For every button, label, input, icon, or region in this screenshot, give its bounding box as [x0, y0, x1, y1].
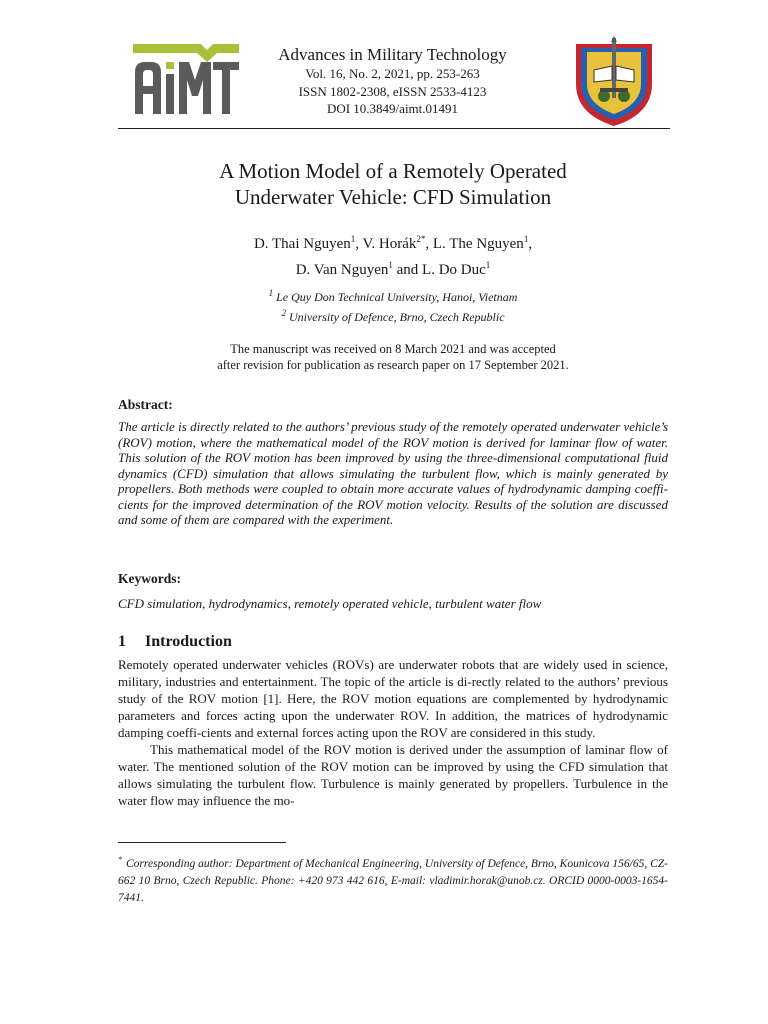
author-sep: ,: [425, 236, 433, 252]
affiliation-num: 2: [281, 307, 286, 318]
paper-title: [118, 158, 668, 210]
authors-line-1: [118, 229, 668, 255]
author-name: L. Do Duc: [422, 262, 486, 278]
author-sep: ,: [355, 236, 363, 252]
aimt-logo: [133, 44, 239, 116]
affiliation-1: [118, 286, 668, 306]
author-name: V. Horák: [362, 236, 417, 252]
authors-line-2: [118, 255, 668, 281]
header-rule: [118, 128, 670, 129]
author-affil: 1: [485, 260, 491, 270]
affiliation-text: University of Defence, Brno, Czech Republic: [288, 309, 505, 324]
received-line-2: after revision for publication as research paper on 17 September 2021.: [217, 357, 569, 372]
affiliation-2: [118, 306, 668, 326]
received-line-1: The manuscript was received on 8 March 2021 and was accepted: [230, 342, 556, 356]
footnote: [118, 851, 668, 907]
author-name: D. Thai Nguyen: [253, 236, 351, 252]
journal-header: [260, 45, 525, 118]
journal-issn: ISSN 1802-2308, eISSN 2533-4123: [298, 83, 487, 99]
author-name: L. The Nguyen: [432, 236, 524, 252]
title-line-1: A Motion Model of a Remotely Operated: [219, 159, 567, 183]
intro-paragraph-1: Remotely operated underwater vehicles (ROVs) are underwater robots that are widely used in science, military, industries and entertainment. The topic of the article is di-rectly related to the authors’ previous study of the ROV motion [1]. Here, the ROV motion equations are complemented by hydrodynamic parameters and forces acting upon the underwater ROV. In addition, the matrices of hydrodynamic damping coeffi-cients and external forces acting upon the ROV are considered in this study.: [118, 657, 668, 740]
footnote-mark: *: [118, 855, 122, 864]
section-title: Introduction: [145, 633, 232, 650]
footnote-text: Corresponding author: Department of Mechanical Engineering, University of Defence, Brno, Kounicova 156/65, CZ-662 10 Brno, Czech Republic. Phone: +420 973 442 616, E-mail: vladimir.horak@unob.cz. ORCID 0000-0003-1654-7441.: [118, 857, 668, 904]
affiliation-num: 1: [268, 288, 274, 298]
title-line-2: Underwater Vehicle: CFD Simulation: [234, 185, 552, 209]
author-affil: 2*: [416, 234, 426, 244]
intro-paragraph-2: This mathematical model of the ROV motion is derived under the assumption of laminar flow of water. The mentioned solution of the ROV motion can be improved by using the CFD simulation that allows simulating the turbulent flow. Turbulence is mainly generated by propellers. Turbulence in the water flow may influence the mo-: [118, 742, 668, 808]
author-sep: ,: [528, 236, 533, 252]
author-list: [118, 229, 668, 281]
journal-volume: Vol. 16, No. 2, 2021, pp. 253-263: [305, 66, 480, 81]
footnote-rule: [118, 842, 286, 843]
section-heading-introduction: [118, 633, 232, 651]
journal-doi: DOI 10.3849/aimt.01491: [326, 101, 459, 116]
introduction-body: [118, 656, 668, 809]
university-emblem: [570, 36, 658, 128]
author-affil: 1: [523, 234, 529, 244]
manuscript-dates: [118, 342, 668, 373]
abstract-text: The article is directly related to the authors’ previous study of the remotely operated underwater vehicle’s (ROV) motion, where the mathematical model of the ROV motion is derived for laminar flow of water. This solution of the ROV motion has been improved by using the three-dimensional computational fluid dynamics (CFD) simulation that allows simulating the turbulent flow, which is mainly generated by propellers. Both methods were coupled to obtain more accurate values of hydrodynamic damping coeffi-cients for the improved determination of the ROV motion velocity. Results of the solution are discussed and some of them are compared with the experiment.: [118, 419, 668, 527]
affiliations: [118, 286, 668, 325]
keywords-text: CFD simulation, hydrodynamics, remotely operated vehicle, turbulent water flow: [118, 596, 542, 611]
keywords-heading: Keywords:: [118, 571, 181, 586]
author-name: D. Van Nguyen: [295, 262, 389, 278]
section-number: 1: [118, 633, 126, 650]
journal-name: Advances in Military Technology: [278, 45, 507, 64]
abstract-heading: Abstract:: [118, 397, 173, 412]
affiliation-text: Le Quy Don Technical University, Hanoi, Vietnam: [276, 290, 518, 304]
author-sep: and: [392, 262, 423, 278]
author-affil: 1: [388, 260, 393, 270]
author-affil: 1: [350, 234, 356, 244]
